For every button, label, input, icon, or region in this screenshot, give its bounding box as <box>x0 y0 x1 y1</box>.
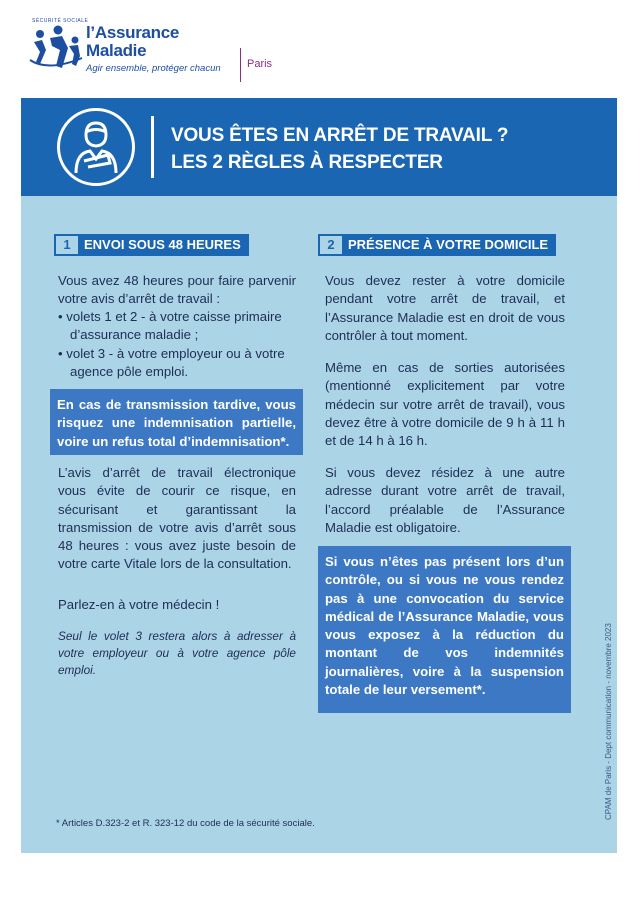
title-banner <box>21 98 617 196</box>
logo-tagline: Agir ensemble, protéger chacun <box>86 63 221 74</box>
section-1-intro: Vous avez 48 heures pour faire parvenir votre avis d’arrêt de travail : <box>58 273 296 307</box>
logo-line-2: Maladie <box>86 41 147 60</box>
logo-figures-icon <box>28 20 84 74</box>
side-credit <box>598 600 612 820</box>
title-line-1: VOUS ÊTES EN ARRÊT DE TRAVAIL ? <box>171 125 509 146</box>
section-1-cta: Parlez-en à votre médecin ! <box>58 597 220 612</box>
bullet-item-cont: d’assurance maladie ; <box>70 327 199 343</box>
title-line-2: LES 2 RÈGLES À RESPECTER <box>171 152 443 173</box>
banner-separator <box>151 116 154 178</box>
bullet-item: • volets 1 et 2 - à votre caisse primaire <box>58 309 282 324</box>
assurance-maladie-logo <box>28 18 273 88</box>
section-2-warning-box: Si vous n’êtes pas présent lors d’un contrôle, ou si vous ne vous rendez pas à une convocation du service médical de l’Assurance Maladie, vous vous exposez à la réduction du montant de vos indemnités journalières, voire à la suspension totale de leur versement*. <box>318 546 571 713</box>
section-2-paragraph-1: Vous devez rester à votre domicile pendant votre arrêt de travail, et l’Assurance Maladie est en droit de vous contrôler à tout moment. <box>325 273 565 343</box>
section-2-number: 2 <box>320 236 342 254</box>
section-2-heading <box>318 234 556 256</box>
region-label: Paris <box>247 58 273 70</box>
page-title <box>171 122 508 176</box>
section-1-number: 1 <box>56 236 78 254</box>
section-1-title: ENVOI SOUS 48 HEURES <box>84 237 241 252</box>
logo-separator <box>240 48 241 82</box>
person-with-arm-sling-icon <box>57 108 135 186</box>
bullet-item: • volet 3 - à votre employeur ou à votre <box>58 345 285 361</box>
logo-line-1: l’Assurance <box>86 23 180 42</box>
bullet-item-cont: agence pôle emploi. <box>70 363 189 379</box>
section-1-note: Seul le volet 3 restera alors à adresser à votre employeur ou à votre agence pôle emploi. <box>58 629 296 677</box>
side-credit-text: CPAM de Paris - Dept communication - novembre 2023 <box>604 623 613 820</box>
section-1-heading <box>54 234 249 256</box>
section-2-title: PRÉSENCE À VOTRE DOMICILE <box>348 237 549 252</box>
logo-wordmark <box>86 24 179 60</box>
legal-footnote: * Articles D.323-2 et R. 323-12 du code de la sécurité sociale. <box>56 818 315 829</box>
logo-secu-text: SÉCURITÉ SOCIALE <box>32 18 89 24</box>
section-1-bullets <box>58 308 308 381</box>
section-1-paragraph: L’avis d’arrêt de travail électronique vous évite de courir ce risque, en sécurisant et garantissant la transmission de votre avis d’arrêt sous 48 heures : vous avez juste besoin de votre carte Vitale lors de la consultation. <box>58 465 296 572</box>
section-2-paragraph-3: Si vous devez résidez à une autre adresse durant votre arrêt de travail, l’accord préalable de l’Assurance Maladie est obligatoire. <box>325 465 565 535</box>
section-1-warning-box: En cas de transmission tardive, vous risquez une indemnisation partielle, voire un refus total d’indemnisation*. <box>50 389 303 455</box>
section-2-paragraph-2: Même en cas de sorties autorisées (mentionné explicitement par votre médecin sur votre arrêt de travail), vous devez être à votre domicile de 9 h à 11 h et de 14 h à 16 h. <box>325 360 565 449</box>
